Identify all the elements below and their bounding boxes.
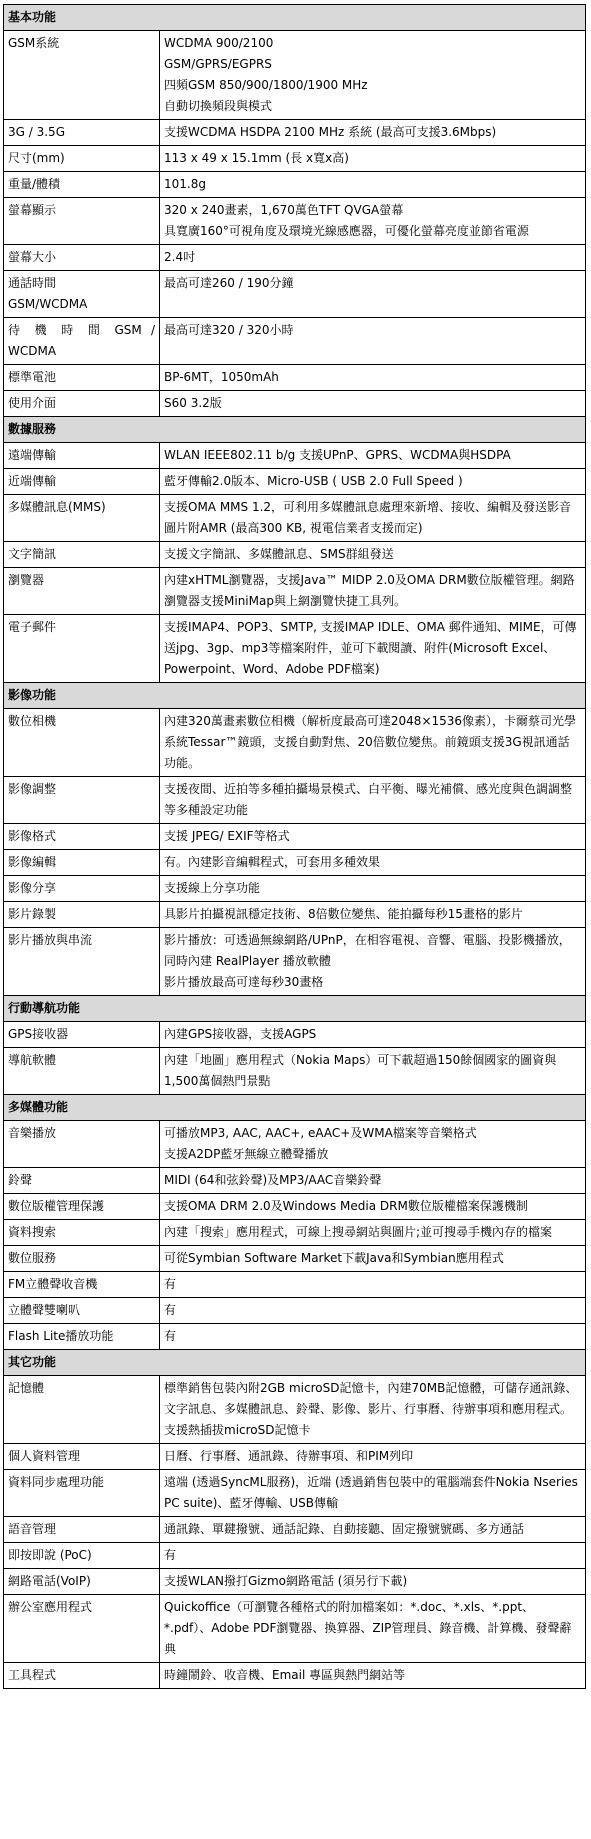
table-row [4, 245, 586, 271]
spec-table [3, 4, 586, 1689]
table-row [4, 469, 586, 495]
spec-value: 支援線上分享功能 [160, 876, 586, 902]
table-row [4, 1324, 586, 1350]
spec-value: 支援WCDMA HSDPA 2100 MHz 系統 (最高可支援3.6Mbps) [160, 120, 586, 146]
spec-label: GSM系統 [4, 31, 160, 120]
spec-value: 2.4吋 [160, 245, 586, 271]
spec-label: 記憶體 [4, 1376, 160, 1444]
spec-value: 有 [160, 1272, 586, 1298]
section-header [4, 1350, 586, 1376]
table-row [4, 824, 586, 850]
spec-value: 最高可達260 / 190分鐘 [160, 271, 586, 318]
section-title: 多媒體功能 [4, 1095, 586, 1121]
table-row [4, 172, 586, 198]
spec-label: 電子郵件 [4, 615, 160, 683]
spec-label: 影像調整 [4, 777, 160, 824]
table-row [4, 1272, 586, 1298]
spec-label: GPS接收器 [4, 1022, 160, 1048]
spec-value: 有。內建影音編輯程式，可套用多種效果 [160, 850, 586, 876]
spec-label: Flash Lite播放功能 [4, 1324, 160, 1350]
spec-value: 支援OMA DRM 2.0及Windows Media DRM數位版權檔案保護機制 [160, 1194, 586, 1220]
spec-label: 資料同步處理功能 [4, 1470, 160, 1517]
spec-label: 螢幕顯示 [4, 198, 160, 245]
spec-label: 數位服務 [4, 1246, 160, 1272]
section-header [4, 683, 586, 709]
table-row [4, 1517, 586, 1543]
table-row [4, 146, 586, 172]
spec-label: 標準電池 [4, 365, 160, 391]
table-row [4, 902, 586, 928]
table-row [4, 876, 586, 902]
table-row [4, 615, 586, 683]
spec-value: 支援IMAP4、POP3、SMTP, 支援IMAP IDLE、OMA 郵件通知、MIME，可傳送jpg、3gp、mp3等檔案附件，並可下載閱讀、附件(Microsoft Excel、Powerpoint、Word、Adobe PDF檔案) [160, 615, 586, 683]
spec-value: 內建320萬畫素數位相機（解析度最高可達2048×1536像素），卡爾蔡司光學系統Tessar™鏡頭，支援自動對焦、20倍數位變焦。前鏡頭支援3G視訊通話功能。 [160, 709, 586, 777]
table-row [4, 1220, 586, 1246]
table-row [4, 1543, 586, 1569]
spec-label: 文字簡訊 [4, 542, 160, 568]
spec-value: 內建GPS接收器，支援AGPS [160, 1022, 586, 1048]
table-row [4, 709, 586, 777]
spec-value: MIDI (64和弦鈴聲)及MP3/AAC音樂鈴聲 [160, 1168, 586, 1194]
spec-value: 日曆、行事曆、通訊錄、待辦事項、和PIM列印 [160, 1444, 586, 1470]
table-row [4, 1470, 586, 1517]
spec-label: 螢幕大小 [4, 245, 160, 271]
section-title: 其它功能 [4, 1350, 586, 1376]
spec-label: 影片播放與串流 [4, 928, 160, 996]
table-row [4, 1298, 586, 1324]
table-row [4, 31, 586, 120]
spec-value: 內建「地圖」應用程式（Nokia Maps）可下載超過150餘個國家的圖資與1,500萬個熱門景點 [160, 1048, 586, 1095]
table-row [4, 1376, 586, 1444]
table-row [4, 1194, 586, 1220]
table-row [4, 777, 586, 824]
spec-label: 尺寸(mm) [4, 146, 160, 172]
spec-label: 影像格式 [4, 824, 160, 850]
table-row [4, 271, 586, 318]
table-row [4, 443, 586, 469]
table-row [4, 568, 586, 615]
section-title: 影像功能 [4, 683, 586, 709]
spec-value: BP-6MT，1050mAh [160, 365, 586, 391]
spec-value: 支援OMA MMS 1.2，可利用多媒體訊息處理來新增、接收、編輯及發送影音圖片附AMR (最高300 KB, 視電信業者支援而定) [160, 495, 586, 542]
table-row [4, 1168, 586, 1194]
spec-label: 數位版權管理保護 [4, 1194, 160, 1220]
table-row [4, 1663, 586, 1689]
table-row [4, 120, 586, 146]
spec-value: 支援 JPEG/ EXIF等格式 [160, 824, 586, 850]
spec-value: 遠端 (透過SyncML服務)，近端 (透過銷售包裝中的電腦端套件Nokia Nseries PC suite)、藍牙傳輸、USB傳輸 [160, 1470, 586, 1517]
spec-value: 最高可達320 / 320小時 [160, 318, 586, 365]
table-row [4, 1022, 586, 1048]
spec-value: WCDMA 900/2100 GSM/GPRS/EGPRS 四頻GSM 850/900/1800/1900 MHz 自動切換頻段與模式 [160, 31, 586, 120]
spec-value: 時鐘鬧鈴、收音機、Email 專區與熱門網站等 [160, 1663, 586, 1689]
spec-label: 影像分享 [4, 876, 160, 902]
spec-value: WLAN IEEE802.11 b/g 支援UPnP、GPRS、WCDMA與HSDPA [160, 443, 586, 469]
spec-label: 辦公室應用程式 [4, 1595, 160, 1663]
spec-value: 標準銷售包裝內附2GB microSD記憶卡，內建70MB記憶體，可儲存通訊錄、文字訊息、多媒體訊息、鈴聲、影像、影片、行事曆、待辦事項和應用程式。支援熱插拔microSD記憶卡 [160, 1376, 586, 1444]
table-row [4, 1595, 586, 1663]
spec-value: 320 x 240畫素，1,670萬色TFT QVGA螢幕 具寬廣160°可視角度及環境光線感應器，可優化螢幕亮度並節省電源 [160, 198, 586, 245]
spec-value: 內建xHTML瀏覽器，支援Java™ MIDP 2.0及OMA DRM數位版權管理。網路瀏覽器支援MiniMap與上網瀏覽快捷工具列。 [160, 568, 586, 615]
section-title: 行動導航功能 [4, 996, 586, 1022]
table-row [4, 1569, 586, 1595]
table-row [4, 1246, 586, 1272]
spec-label: 影片錄製 [4, 902, 160, 928]
table-row [4, 542, 586, 568]
section-header [4, 996, 586, 1022]
spec-label: 使用介面 [4, 391, 160, 417]
spec-label: 多媒體訊息(MMS) [4, 495, 160, 542]
spec-value: 有 [160, 1298, 586, 1324]
spec-value: 支援夜間、近拍等多種拍攝場景模式、白平衡、曝光補償、感光度與色調調整等多種設定功能 [160, 777, 586, 824]
table-row [4, 318, 586, 365]
section-title: 數據服務 [4, 417, 586, 443]
spec-value: 101.8g [160, 172, 586, 198]
section-header [4, 417, 586, 443]
spec-value: Quickoffice（可瀏覽各種格式的附加檔案如：*.doc、*.xls、*.ppt、*.pdf）、Adobe PDF瀏覽器、換算器、ZIP管理員、錄音機、計算機、發聲辭典 [160, 1595, 586, 1663]
spec-label: 網路電話(VoIP) [4, 1569, 160, 1595]
spec-label: 瀏覽器 [4, 568, 160, 615]
spec-label: 3G / 3.5G [4, 120, 160, 146]
spec-label: 影像編輯 [4, 850, 160, 876]
spec-value: 可從Symbian Software Market下載Java和Symbian應用程式 [160, 1246, 586, 1272]
spec-label: 工具程式 [4, 1663, 160, 1689]
spec-label: 語音管理 [4, 1517, 160, 1543]
spec-table-body [4, 5, 586, 1689]
spec-value: 113 x 49 x 15.1mm (長 x寬x高) [160, 146, 586, 172]
spec-value: 支援WLAN撥打Gizmo網路電話 (須另行下載) [160, 1569, 586, 1595]
section-header [4, 1095, 586, 1121]
table-row [4, 198, 586, 245]
table-row [4, 850, 586, 876]
spec-label: 導航軟體 [4, 1048, 160, 1095]
spec-label: 重量/體積 [4, 172, 160, 198]
spec-label: 資料搜索 [4, 1220, 160, 1246]
spec-value: 有 [160, 1543, 586, 1569]
spec-label: FM立體聲收音機 [4, 1272, 160, 1298]
section-header [4, 5, 586, 31]
spec-value: 有 [160, 1324, 586, 1350]
spec-value: 影片播放：可透過無線網路/UPnP，在相容電視、音響、電腦、投影機播放，同時內建 RealPlayer 播放軟體 影片播放最高可達每秒30畫格 [160, 928, 586, 996]
spec-value: 可播放MP3, AAC, AAC+, eAAC+及WMA檔案等音樂格式 支援A2DP藍牙無線立體聲播放 [160, 1121, 586, 1168]
spec-value: 通訊錄、單鍵撥號、通話記錄、自動接聽、固定撥號號碼、多方通話 [160, 1517, 586, 1543]
spec-label: 數位相機 [4, 709, 160, 777]
spec-label: 通話時間 GSM/WCDMA [4, 271, 160, 318]
table-row [4, 391, 586, 417]
spec-value: 具影片拍攝視訊穩定技術、8倍數位變焦、能拍攝每秒15畫格的影片 [160, 902, 586, 928]
table-row [4, 1121, 586, 1168]
spec-value: 藍牙傳輸2.0版本、Micro-USB ( USB 2.0 Full Speed ) [160, 469, 586, 495]
spec-label: 個人資料管理 [4, 1444, 160, 1470]
spec-label: 立體聲雙喇叭 [4, 1298, 160, 1324]
spec-label: 鈴聲 [4, 1168, 160, 1194]
table-row [4, 495, 586, 542]
spec-value: S60 3.2版 [160, 391, 586, 417]
table-row [4, 1444, 586, 1470]
spec-label: 音樂播放 [4, 1121, 160, 1168]
spec-label: 遠端傳輸 [4, 443, 160, 469]
table-row [4, 1048, 586, 1095]
spec-value: 內建「搜索」應用程式，可線上搜尋網站與圖片;並可搜尋手機內存的檔案 [160, 1220, 586, 1246]
table-row [4, 365, 586, 391]
spec-label: 待 機 時 間 GSM / WCDMA [4, 318, 160, 365]
table-row [4, 928, 586, 996]
spec-value: 支援文字簡訊、多媒體訊息、SMS群組發送 [160, 542, 586, 568]
spec-label: 即按即說 (PoC) [4, 1543, 160, 1569]
section-title: 基本功能 [4, 5, 586, 31]
spec-label: 近端傳輸 [4, 469, 160, 495]
